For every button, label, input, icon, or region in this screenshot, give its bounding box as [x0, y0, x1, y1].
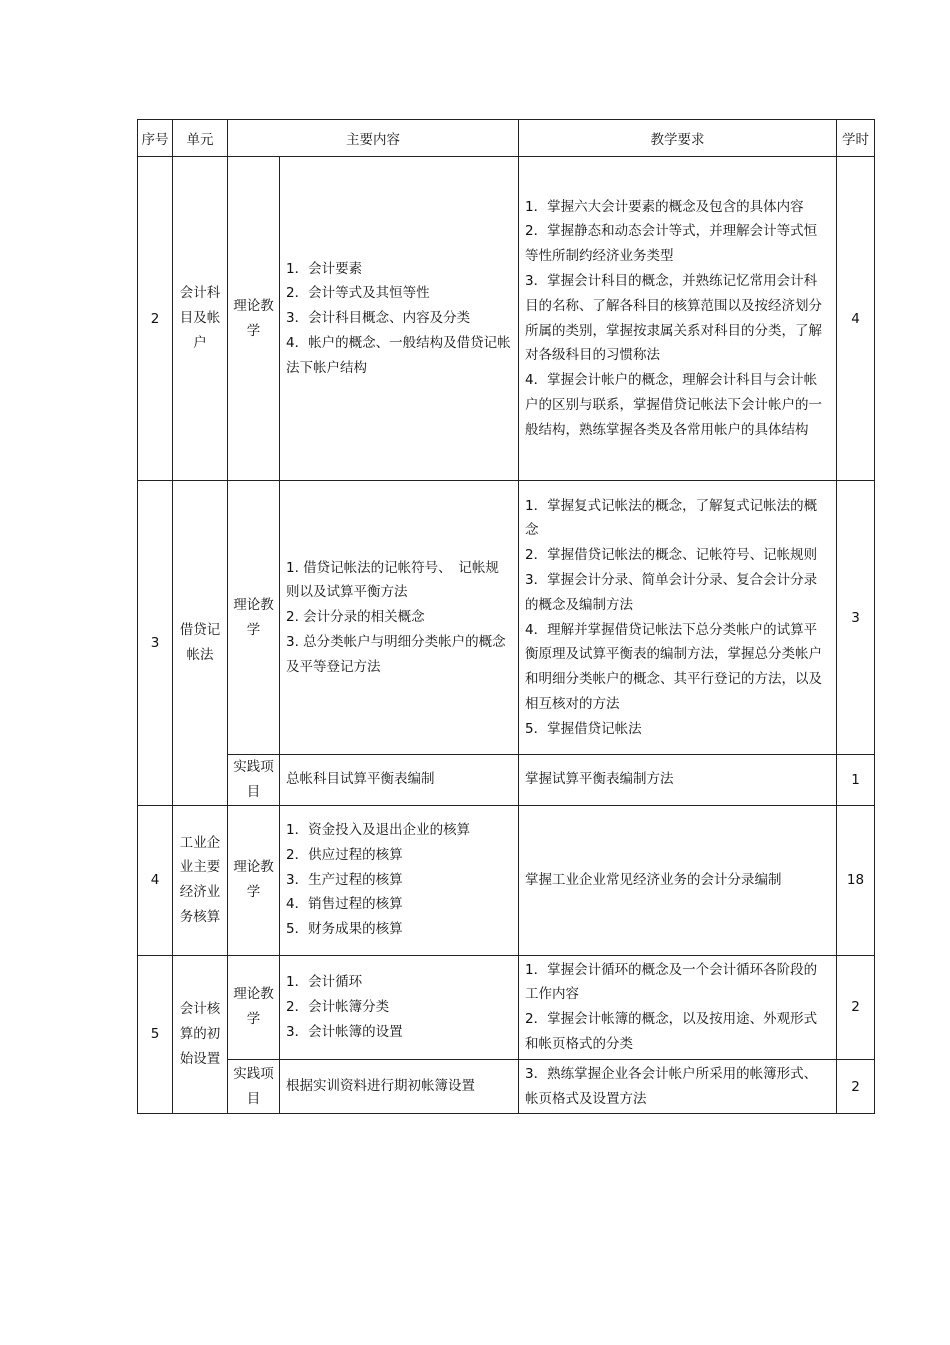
part-hours: 2	[837, 955, 875, 1059]
col-header-no: 序号	[138, 120, 173, 157]
part-type: 理论教学	[228, 805, 280, 955]
row-no: 3	[138, 481, 173, 806]
table-row	[138, 755, 875, 806]
part-requirement: 1．掌握复式记帐法的概念，了解复式记帐法的概念 2．掌握借贷记帐法的概念、记帐符号、记帐规则 3．掌握会计分录、简单会计分录、复合会计分录的概念及编制方法 4．理解并掌握借贷记帐法下总分类帐户的试算平衡原理及试算平衡表的编制方法，掌握总分类帐户和明细分类帐户的概念、其平行登记的方法，以及相互核对的方法 5．掌握借贷记帐法	[519, 481, 837, 755]
part-hours: 18	[837, 805, 875, 955]
part-hours: 1	[837, 755, 875, 806]
part-content: 1．会计要素 2．会计等式及其恒等性 3．会计科目概念、内容及分类 4．帐户的概念、一般结构及借贷记帐法下帐户结构	[280, 157, 519, 481]
part-requirement: 掌握试算平衡表编制方法	[519, 755, 837, 806]
row-unit: 会计核算的初始设置	[173, 955, 228, 1114]
part-content: 根据实训资料进行期初帐簿设置	[280, 1059, 519, 1114]
part-content: 1. 借贷记帐法的记帐符号、 记帐规则以及试算平衡方法 2. 会计分录的相关概念 3. 总分类帐户与明细分类帐户的概念及平等登记方法	[280, 481, 519, 755]
table-row	[138, 157, 875, 481]
part-content: 总帐科目试算平衡表编制	[280, 755, 519, 806]
table-row	[138, 481, 875, 755]
part-hours: 4	[837, 157, 875, 481]
part-requirement: 1．掌握会计循环的概念及一个会计循环各阶段的工作内容 2．掌握会计帐簿的概念，以及按用途、外观形式和帐页格式的分类	[519, 955, 837, 1059]
row-no: 5	[138, 955, 173, 1114]
part-requirement: 3．熟练掌握企业各会计帐户所采用的帐簿形式、帐页格式及设置方法	[519, 1059, 837, 1114]
part-content: 1．会计循环 2．会计帐簿分类 3．会计帐簿的设置	[280, 955, 519, 1059]
col-header-requirement: 教学要求	[519, 120, 837, 157]
part-type: 实践项目	[228, 755, 280, 806]
part-requirement: 1．掌握六大会计要素的概念及包含的具体内容 2．掌握静态和动态会计等式，并理解会计等式恒等性所制约经济业务类型 3．掌握会计科目的概念，并熟练记忆常用会计科目的名称、了解各科目的核算范围以及按经济划分所属的类别，掌握按隶属关系对科目的分类，了解对各级科目的习惯称法 4．掌握会计帐户的概念，理解会计科目与会计帐户的区别与联系，掌握借贷记帐法下会计帐户的一般结构，熟练掌握各类及各常用帐户的具体结构	[519, 157, 837, 481]
col-header-unit: 单元	[173, 120, 228, 157]
part-hours: 3	[837, 481, 875, 755]
part-content: 1．资金投入及退出企业的核算 2．供应过程的核算 3．生产过程的核算 4．销售过程的核算 5．财务成果的核算	[280, 805, 519, 955]
row-unit: 借贷记帐法	[173, 481, 228, 806]
part-type: 理论教学	[228, 481, 280, 755]
table-row	[138, 955, 875, 1059]
part-type: 实践项目	[228, 1059, 280, 1114]
header-row	[138, 120, 875, 157]
part-type: 理论教学	[228, 157, 280, 481]
table-row	[138, 1059, 875, 1114]
row-no: 2	[138, 157, 173, 481]
course-table	[137, 119, 875, 1114]
row-unit: 工业企业主要经济业务核算	[173, 805, 228, 955]
row-no: 4	[138, 805, 173, 955]
row-unit: 会计科目及帐户	[173, 157, 228, 481]
part-type: 理论教学	[228, 955, 280, 1059]
table-row	[138, 805, 875, 955]
col-header-content: 主要内容	[228, 120, 519, 157]
col-header-hours: 学时	[837, 120, 875, 157]
part-hours: 2	[837, 1059, 875, 1114]
part-requirement: 掌握工业企业常见经济业务的会计分录编制	[519, 805, 837, 955]
